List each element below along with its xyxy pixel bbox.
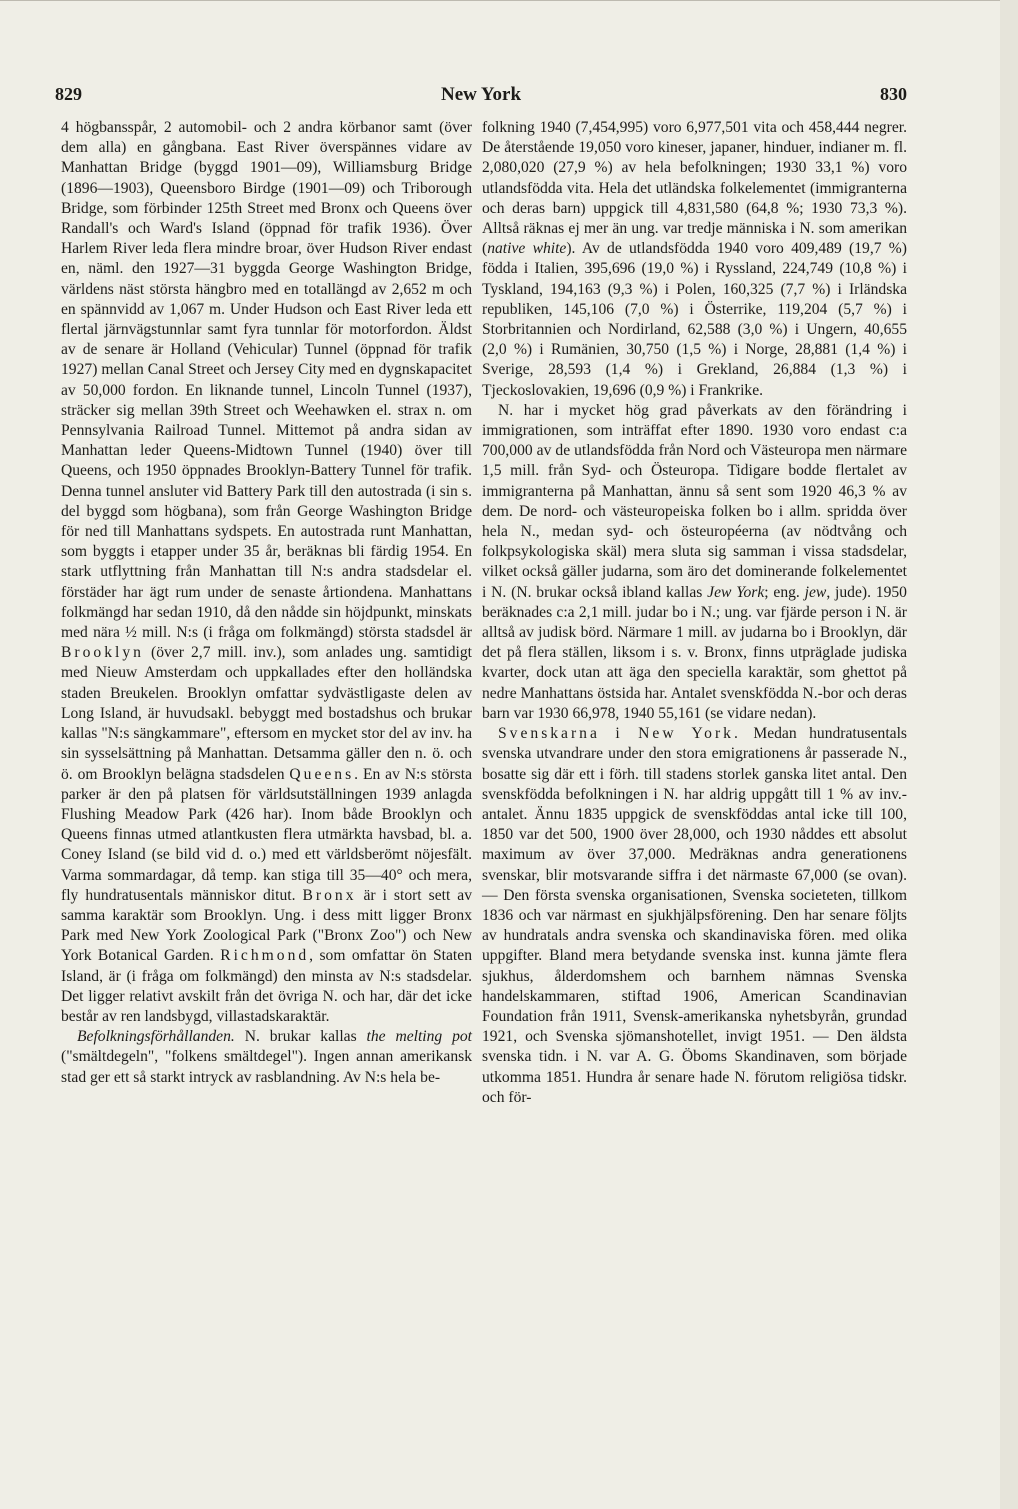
paragraph [61,118,472,1027]
text-run: . En av N:s största parker är den på platsen för världsutställningen 1939 anlagda Flushing Meadow Park (426 har). Inom både Brooklyn och Queens finnas utmed atlantkusten flera utmärkta havsbad, bl. a. Coney Island (se bild vid d. o.) med ett världsberömt nöjesfält. Varma sommardagar, då temp. kan stiga till 35—40° och mera, fly hundratusentals människor ditut. [61,765,472,904]
text-run: är i stort sett av samma karaktär som Brooklyn. Ung. i dess mitt ligger Bronx Park med New York Zoological Park ("Bronx Zoo") och New York Botanical Garden. [61,886,472,965]
term-jew-york: Jew York [707,583,765,601]
text-run: 4 högbansspår, 2 automobil- och 2 andra körbanor samt (över dem alla) en gångbana. East River överspännes vidare av Manhattan Bridge (byggd 1901—09), Williamsburg Bridge (1896—1903), Queensboro Birdge (1901—09) och Triborough Bridge, som förbinder 125th Street med Bronx och Queens över Randall's och Ward's Island (öppnad för trafik 1936). Över Harlem River leda flera mindre broar, över Hudson River endast en, näml. den 1927—31 byggda George Washington Bridge, världens näst största hängbro med en totallängd av 2,652 m och en spännvidd av 1,067 m. Under Hudson och East River leda ett flertal järnvägstunnlar samt fyra tunnlar för motorfordon. Äldst av de senare är Holland (Vehicular) Tunnel (öppnad för trafik 1927) mellan Canal Street och Jersey City med en dygnskapacitet av 50,000 fordon. En liknande tunnel, Lincoln Tunnel (1937), sträcker sig mellan 39th Street och Weehawken el. strax n. om Pennsylvania Railroad Tunnel. Mittemot på andra sidan av Manhattan leder Queens-Midtown Tunnel (1940) över till Queens, och 1950 öppnades Brooklyn-Battery Tunnel för trafik. Denna tunnel ansluter vid Battery Park till den autostrada (i sin s. del byggd som högbana), som från George Washington Bridge för ned till Manhattans sydspets. En autostrada runt Manhattan, som byggts i etapper under 35 år, beräknas bli färdig 1954. En stark utflyttning från Manhattan till N:s andra stadsdelar el. förstäder har ägt rum under de senaste årtiondena. Manhattans folkmängd har sedan 1910, då den nådde sin höjdpunkt, minskats med nära ½ mill. N:s (i fråga om folkmängd) största stadsdel är [61,119,472,642]
section-heading: Befolkningsförhållanden. [77,1028,235,1046]
term-native-white: native white [487,240,567,258]
text-run: N. brukar kallas [244,1028,357,1046]
text-run: folkning 1940 (7,454,995) voro 6,977,501 vita och 458,444 negrer. De återstående 19,050 voro kineser, japaner, hinduer, indianer m. fl. 2,080,020 (27,9 %) av hela befolkningen; 1930 33,1 %) voro utlandsfödda vita. Hela det utländska folkelementet (immigranterna och deras barn) uppgick till 4,831,580 (64,8 %; 1930 73,3 %). Alltså räknas ej mer än ung. var tredje människa i N. som amerikan ( [482,119,907,258]
paragraph [482,118,907,401]
left-column [61,118,472,1088]
top-rule [0,0,1000,1]
page-title: New York [440,84,522,105]
right-page-number: 830 [880,84,907,104]
term-queens: Queens [289,765,355,783]
left-page-number: 829 [55,84,82,104]
text-run: ("smältdegeln", "folkens smältdegel"). Ingen annan amerikansk stad ger ett så starkt intryck av rasblandning. Av N:s hela be- [61,1048,472,1086]
text-run: ; eng. [764,583,800,601]
term-melting-pot: the melting pot [366,1028,473,1046]
paragraph [482,401,907,724]
right-column [482,118,907,1108]
page-edge [1000,0,1018,1509]
text-run: Medan hundratusentals svenska utvandrare under den stora emigrationens år passerade N., bosatte sig där ett i förh. till stadens storlek ganska litet antal. Den svenskfödda befolkningen i N. har aldrig uppgått till 1 % av inv.-antalet. Ännu 1835 uppgick de svenskföddas antal icke till 100, 1850 var det 500, 1900 över 28,000, och 1930 nåddes ett absolut maximum av över 37,000. Medräknas andra generationens svenskar, blir motsvarande siffra i det närmaste 67,000 (se ovan). — Den första svenska organisationen, Svenska societeten, tillkom 1836 och var närmast en sjukhjälpsförening. Den har senare följts av hundratals andra svenska och skandinaviska fören. med olika uppgifter. Bland mera betydande svenska inst. kunna jämte flera sjukhus, ålderdomshem och barnhem nämnas Svenska handelskammaren, stiftad 1906, American Scandinavian Foundation från 1911, Svensk-amerikanska nyhetsbyrån, grundad 1921, och Svenska sjömanshotellet, invigt 1951. — Den äldsta svenska tidn. i N. var A. G. Öboms Skandinaven, som började utkomma 1851. Hundra år senare hade N. förutom religiösa tidskr. och för- [482,725,907,1106]
text-run: ). Av de utlandsfödda 1940 voro 409,489 (19,7 %) födda i Italien, 395,696 (19,0 %) i Ryssland, 224,749 (10,8 %) i Tyskland, 194,163 (9,3 %) i Polen, 160,325 (7,7 %) i Irländska republiken, 145,106 (7,0 %) i Österrike, 119,204 (5,7 %) i Storbritannien och Nordirland, 62,588 (3,0 %) i Ungern, 40,655 (2,0 %) i Rumänien, 30,750 (1,5 %) i Norge, 28,881 (1,4 %) i Sverige, 28,593 (1,4 %) i Grekland, 26,884 (1,3 %) i Tjeckoslovakien, 19,696 (0,9 %) i Frankrike. [482,240,907,399]
text-run: , jude). 1950 beräknades c:a 2,1 mill. judar bo i N.; ung. var fjärde person i N. är alltså av judisk börd. Närmare 1 mill. av judarna bo i Brooklyn, där det på flera ställen, liksom i s. v. Bronx, finns utpräglade judiska kvarter, dock utan att äga den speciella karaktär, som ghettot på nedre Manhattans östsida har. Antalet svenskfödda N.-bor och deras barn var 1930 66,978, 1940 55,161 (se vidare nedan). [482,583,907,722]
text-run: N. har i mycket hög grad påverkats av den förändring i immigrationen, som inträffat efter 1890. 1930 voro endast c:a 700,000 av de utlandsfödda från Nord och Västeuropa men närmare 1,5 mill. från Syd- och Östeuropa. Tidigare bodde flertalet av immigranterna på Manhattan, ännu så sent som 1920 46,3 % av dem. De nord- och västeuropeiska folken bo i allm. spridda över hela N., medan syd- och östeuropéerna (av nödtvång och folkpsykologiska skäl) mera sluta sig samman i vissa stadsdelar, vilket också gäller judarna, som äro det dominerande folkelementet i N. (N. brukar också ibland kallas [482,401,907,601]
paragraph [61,1027,472,1088]
running-header [55,84,907,110]
paragraph [482,724,907,1108]
term-brooklyn: Brooklyn [61,644,144,662]
term-bronx: Bronx [302,886,357,904]
term-jew: jew [804,583,827,601]
section-heading: Svenskarna i New York. [498,725,741,743]
text-run: , som omfattar ön Staten Island, är (i fråga om folkmängd) den minsta av N:s stadsdelar. Det ligger relativt avskilt från det övriga N. och har, där det icke består av ren landsbygd, villastadskaraktär. [61,947,472,1025]
text-run: (över 2,7 mill. inv.), som anlades ung. samtidigt med Nieuw Amsterdam och uppkallades efter den holländska staden Breukelen. Brooklyn omfattar sydvästligaste delen av Long Island, är huvudsakl. bebyggt med bostadshus och brukar kallas "N:s sängkammare", eftersom en mycket stor del av inv. ha sin sysselsättning på Manhattan. Detsamma gäller den n. ö. och ö. om Brooklyn belägna stadsdelen [61,644,472,783]
term-richmond: Richmond [220,947,310,965]
